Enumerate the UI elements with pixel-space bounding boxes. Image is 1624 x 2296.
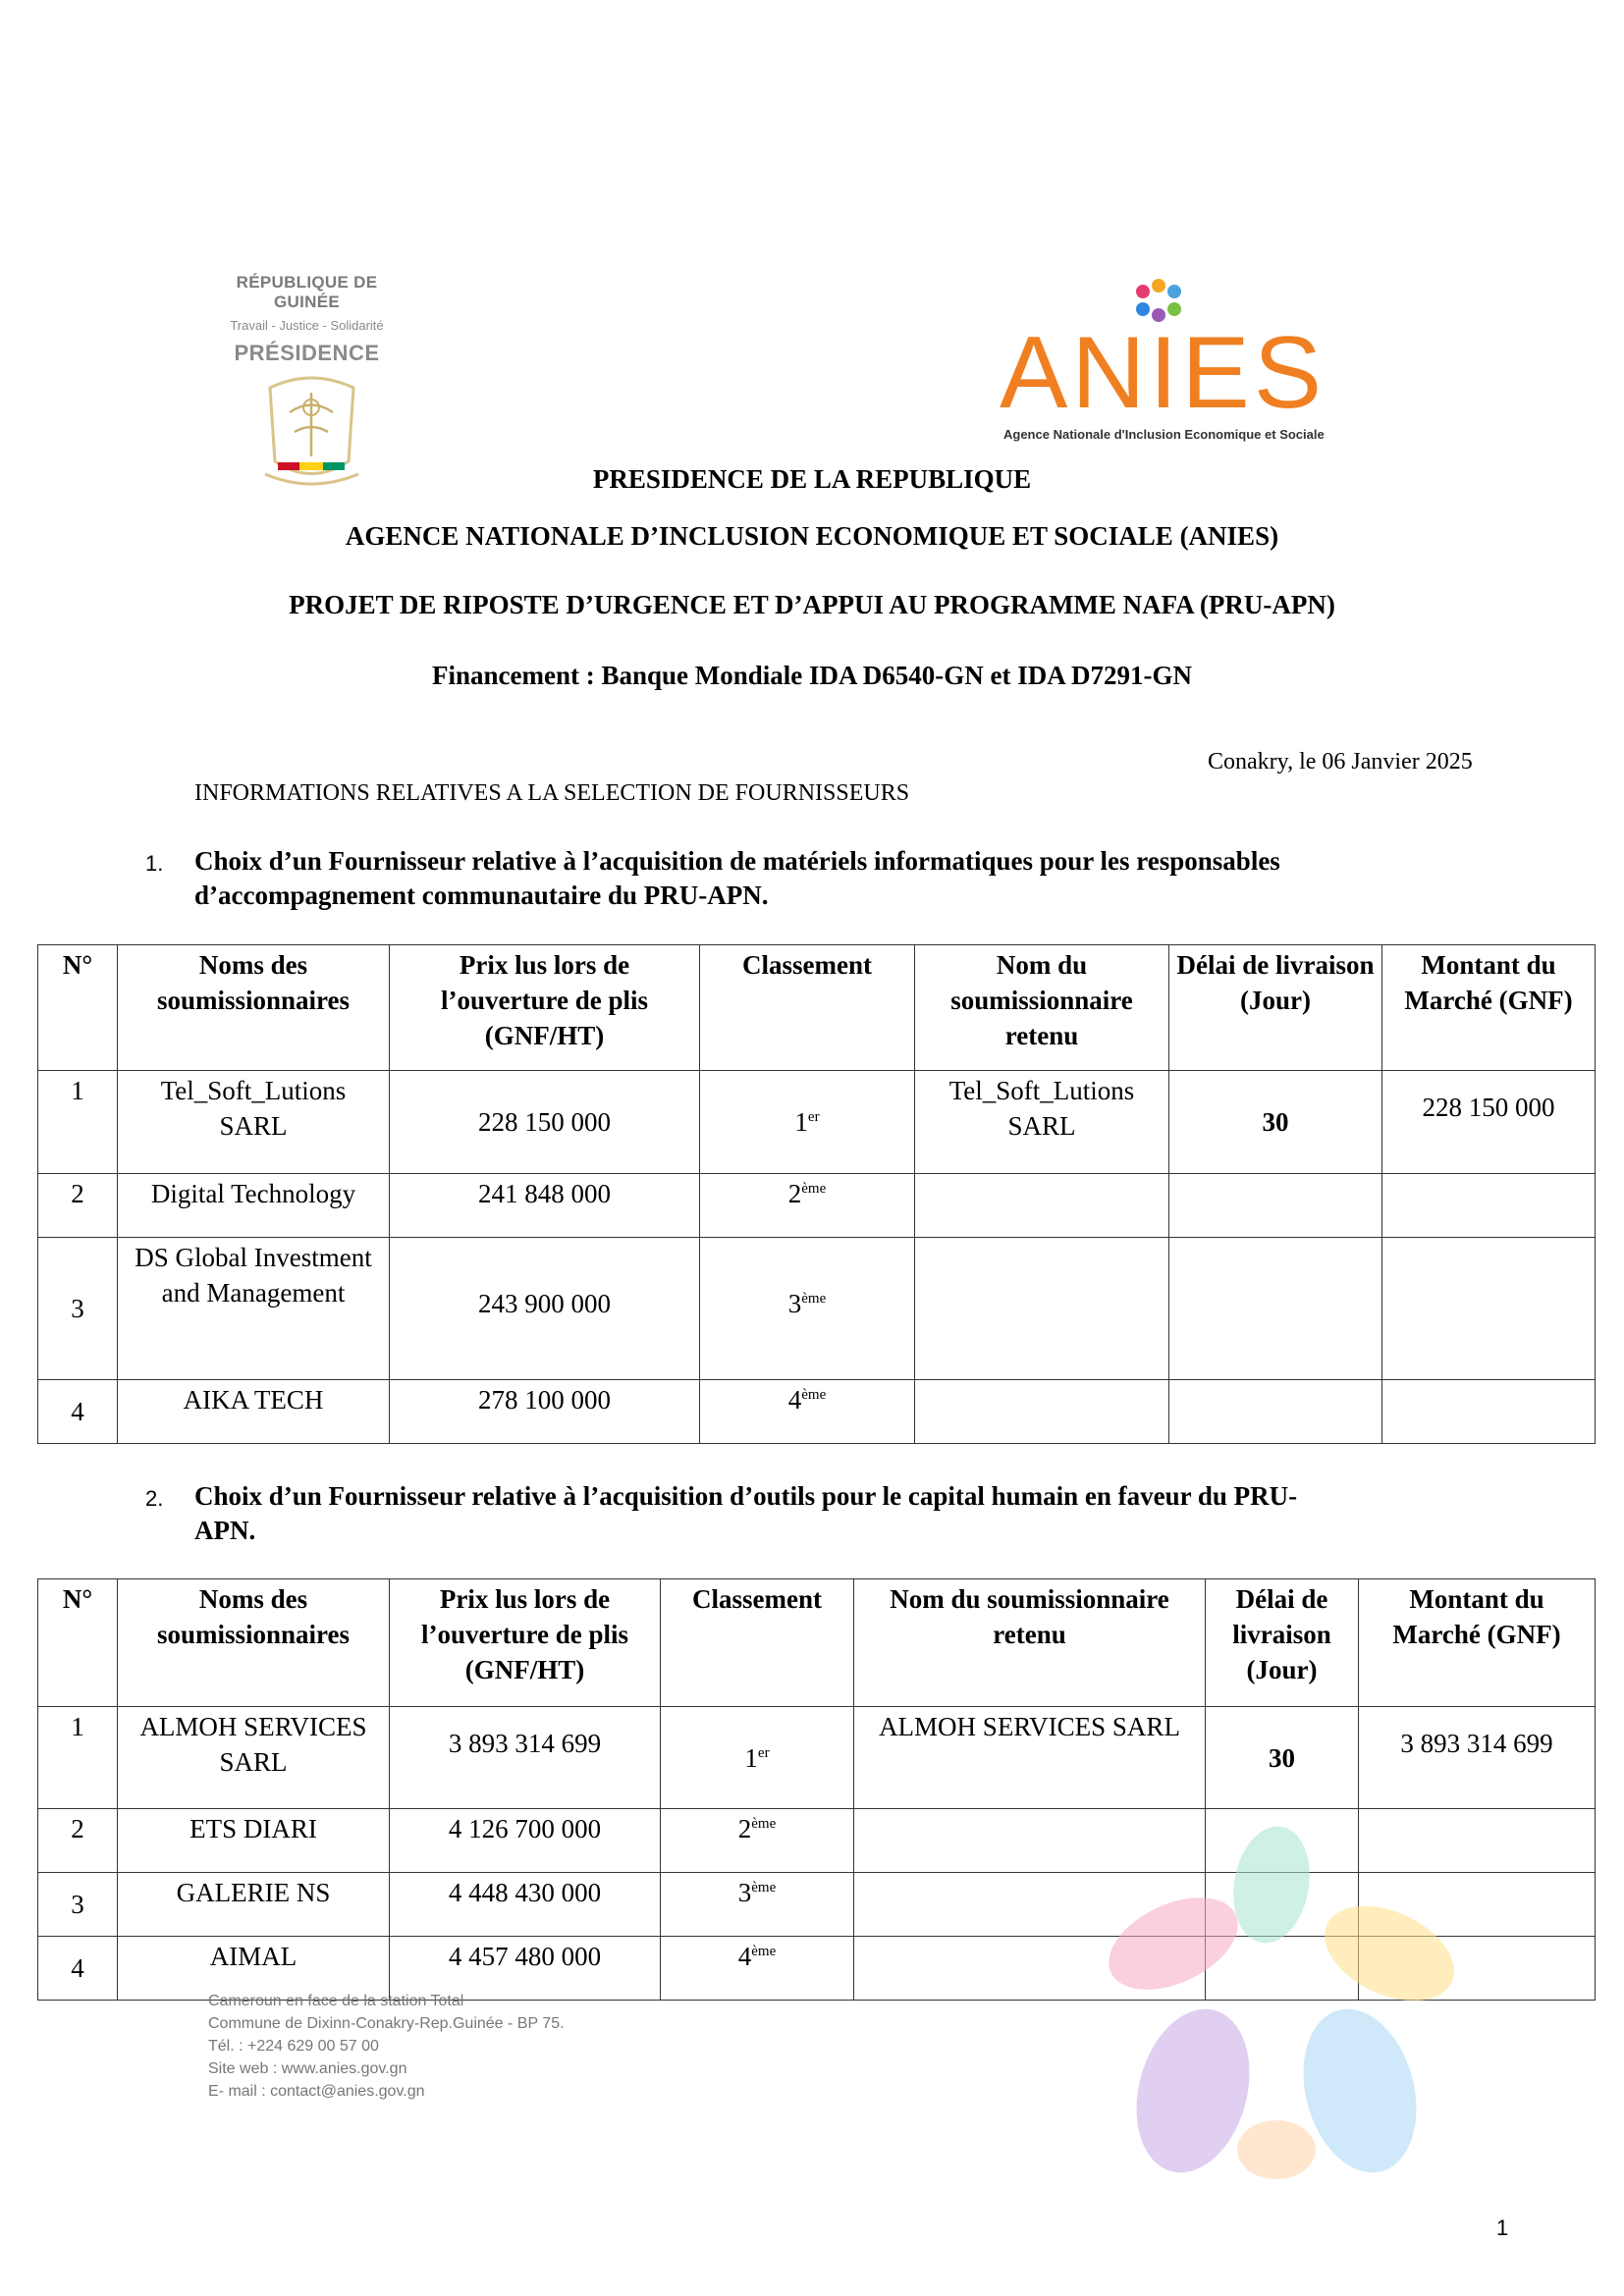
footer-address1: Cameroun en face de la station Total xyxy=(208,1993,464,2009)
header-names: Noms des soumissionnaires xyxy=(118,945,390,1071)
title-project: PROJET DE RIPOSTE D’URGENCE ET D’APPUI AU PROGRAMME NAFA (PRU-APN) xyxy=(289,590,1335,619)
title-presidence: PRESIDENCE DE LA REPUBLIQUE xyxy=(592,464,1032,494)
row-num: 3 xyxy=(38,1238,118,1380)
table-row xyxy=(38,1071,1596,1174)
anies-subtitle: Agence Nationale d'Inclusion Economique et Sociale xyxy=(1003,427,1325,442)
page-number: 1 xyxy=(1496,2216,1509,2240)
title-financing: Financement : Banque Mondiale IDA D6540-GN et IDA D7291-GN xyxy=(432,661,1192,690)
header-amount: Montant du Marché (GNF) xyxy=(1382,945,1596,1071)
header-retained: Nom du soumissionnaire retenu xyxy=(915,945,1169,1071)
row-delay: 30 xyxy=(1206,1707,1359,1809)
table-header-row xyxy=(38,1579,1596,1707)
presidence-header xyxy=(201,273,412,366)
row-rank: 2ème xyxy=(700,1174,915,1238)
row-num: 3 xyxy=(38,1873,118,1937)
row-delay: 30 xyxy=(1169,1071,1382,1174)
row-name: ALMOH SERVICES SARL xyxy=(118,1707,390,1809)
header-rank: Classement xyxy=(700,945,915,1071)
footer-website: Site web : www.anies.gov.gn xyxy=(208,2060,407,2077)
row-price: 228 150 000 xyxy=(390,1071,700,1174)
footer-contact xyxy=(208,1990,565,2103)
header-num: N° xyxy=(38,945,118,1071)
header-price: Prix lus lors de l’ouverture de plis (GNF/HT) xyxy=(390,945,700,1071)
row-retained xyxy=(915,1238,1169,1380)
row-rank: 4ème xyxy=(700,1380,915,1444)
presidence-label: PRÉSIDENCE xyxy=(234,341,380,365)
row-amount xyxy=(1382,1238,1596,1380)
footer-address2: Commune de Dixinn-Conakry-Rep.Guinée - BP 75. xyxy=(208,2015,565,2032)
row-name: ETS DIARI xyxy=(118,1809,390,1873)
row-price: 4 448 430 000 xyxy=(390,1873,661,1937)
header-delay: Délai de livraison (Jour) xyxy=(1169,945,1382,1071)
header-delay: Délai de livraison (Jour) xyxy=(1206,1579,1359,1707)
row-amount xyxy=(1382,1380,1596,1444)
row-num: 2 xyxy=(38,1809,118,1873)
row-num: 2 xyxy=(38,1174,118,1238)
row-name: Digital Technology xyxy=(118,1174,390,1238)
row-rank: 1er xyxy=(700,1071,915,1174)
anies-wordmark: ANIES xyxy=(1000,316,1326,430)
row-price: 3 893 314 699 xyxy=(390,1707,661,1809)
header-num: N° xyxy=(38,1579,118,1707)
row-num: 1 xyxy=(38,1071,118,1174)
row-retained xyxy=(915,1380,1169,1444)
table-row xyxy=(38,1174,1596,1238)
row-price: 4 457 480 000 xyxy=(390,1937,661,2001)
info-heading: INFORMATIONS RELATIVES A LA SELECTION DE FOURNISSEURS xyxy=(194,780,910,806)
table-row xyxy=(38,1707,1596,1809)
row-amount: 228 150 000 xyxy=(1382,1071,1596,1174)
row-price: 241 848 000 xyxy=(390,1174,700,1238)
row-retained xyxy=(915,1174,1169,1238)
table-section1 xyxy=(37,944,1596,1444)
section1-number: 1. xyxy=(145,851,164,876)
row-amount: 3 893 314 699 xyxy=(1359,1707,1596,1809)
row-price: 278 100 000 xyxy=(390,1380,700,1444)
section1-title: Choix d’un Fournisseur relative à l’acquisition de matériels informatiques pour les responsables d’accompagnement communautaire du PRU-APN. xyxy=(194,846,1280,910)
hands-watermark-icon xyxy=(1065,1826,1497,2189)
row-num: 4 xyxy=(38,1937,118,2001)
table-row xyxy=(38,1380,1596,1444)
republic-label: RÉPUBLIQUE DE GUINÉE xyxy=(236,273,378,311)
row-name: GALERIE NS xyxy=(118,1873,390,1937)
row-retained: Tel_Soft_Lutions SARL xyxy=(915,1071,1169,1174)
row-rank: 4ème xyxy=(661,1937,854,2001)
document-date: Conakry, le 06 Janvier 2025 xyxy=(1208,749,1473,774)
row-rank: 3ème xyxy=(700,1238,915,1380)
row-num: 4 xyxy=(38,1380,118,1444)
title-agency: AGENCE NATIONALE D’INCLUSION ECONOMIQUE ET SOCIALE (ANIES) xyxy=(345,521,1279,551)
row-name: AIMAL xyxy=(118,1937,390,2001)
footer-phone: Tél. : +224 629 00 57 00 xyxy=(208,2038,379,2055)
section2-number: 2. xyxy=(145,1486,164,1511)
row-delay xyxy=(1169,1380,1382,1444)
row-name: AIKA TECH xyxy=(118,1380,390,1444)
row-name: DS Global Investment and Management xyxy=(118,1238,390,1380)
table-row xyxy=(38,1238,1596,1380)
header-rank: Classement xyxy=(661,1579,854,1707)
header-price: Prix lus lors de l’ouverture de plis (GNF/HT) xyxy=(390,1579,661,1707)
row-delay xyxy=(1169,1238,1382,1380)
row-rank: 2ème xyxy=(661,1809,854,1873)
row-delay xyxy=(1169,1174,1382,1238)
row-rank: 3ème xyxy=(661,1873,854,1937)
row-amount xyxy=(1382,1174,1596,1238)
motto-label: Travail - Justice - Solidarité xyxy=(230,318,384,333)
row-price: 4 126 700 000 xyxy=(390,1809,661,1873)
header-names: Noms des soumissionnaires xyxy=(118,1579,390,1707)
row-num: 1 xyxy=(38,1707,118,1809)
table-header-row xyxy=(38,945,1596,1071)
row-retained: ALMOH SERVICES SARL xyxy=(854,1707,1206,1809)
footer-email: E- mail : contact@anies.gov.gn xyxy=(208,2083,425,2100)
header-amount: Montant du Marché (GNF) xyxy=(1359,1579,1596,1707)
header-retained: Nom du soumissionnaire retenu xyxy=(854,1579,1206,1707)
row-rank: 1er xyxy=(661,1707,854,1809)
row-price: 243 900 000 xyxy=(390,1238,700,1380)
section2-title: Choix d’un Fournisseur relative à l’acquisition d’outils pour le capital humain en faveur du PRU- APN. xyxy=(194,1481,1298,1545)
row-name: Tel_Soft_Lutions SARL xyxy=(118,1071,390,1174)
